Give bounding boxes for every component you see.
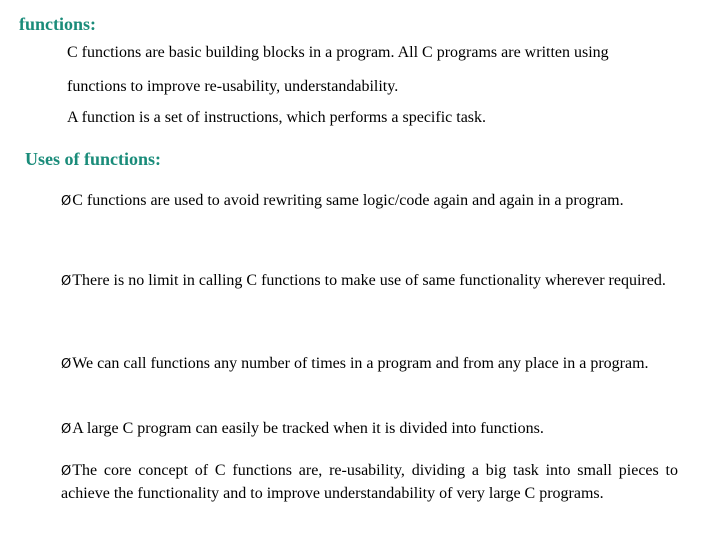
intro-paragraph-line-1: C functions are basic building blocks in a program. All C programs are written using bbox=[67, 44, 609, 61]
bullet-item bbox=[61, 264, 678, 299]
arrow-bullet-icon: Ø bbox=[61, 464, 72, 479]
arrow-bullet-icon: Ø bbox=[61, 357, 72, 372]
section-heading-functions: functions: bbox=[19, 14, 97, 34]
arrow-bullet-icon: Ø bbox=[61, 274, 72, 289]
bullet-text: There is no limit in calling C functions to make use of same functionality wherever required. bbox=[72, 272, 666, 289]
bullet-item bbox=[61, 353, 678, 376]
bullet-item bbox=[61, 418, 678, 441]
section-heading-uses-of-functions: Uses of functions: bbox=[25, 149, 162, 169]
intro-paragraph-line-3: A function is a set of instructions, which performs a specific task. bbox=[67, 109, 487, 126]
bullet-text: The core concept of C functions are, re-usability, dividing a big task into small pieces to achieve the functionality and to improve understandability of very large C programs. bbox=[61, 462, 678, 502]
arrow-bullet-icon: Ø bbox=[61, 194, 72, 209]
bullet-text: C functions are used to avoid rewriting same logic/code again and again in a program. bbox=[72, 192, 624, 209]
bullet-item bbox=[61, 190, 678, 213]
bullet-text: A large C program can easily be tracked when it is divided into functions. bbox=[72, 420, 544, 437]
intro-paragraph-line-2: functions to improve re-usability, understandability. bbox=[67, 78, 399, 95]
bullet-text: We can call functions any number of times in a program and from any place in a program. bbox=[72, 355, 649, 372]
arrow-bullet-icon: Ø bbox=[61, 422, 72, 437]
bullet-item bbox=[61, 460, 678, 505]
